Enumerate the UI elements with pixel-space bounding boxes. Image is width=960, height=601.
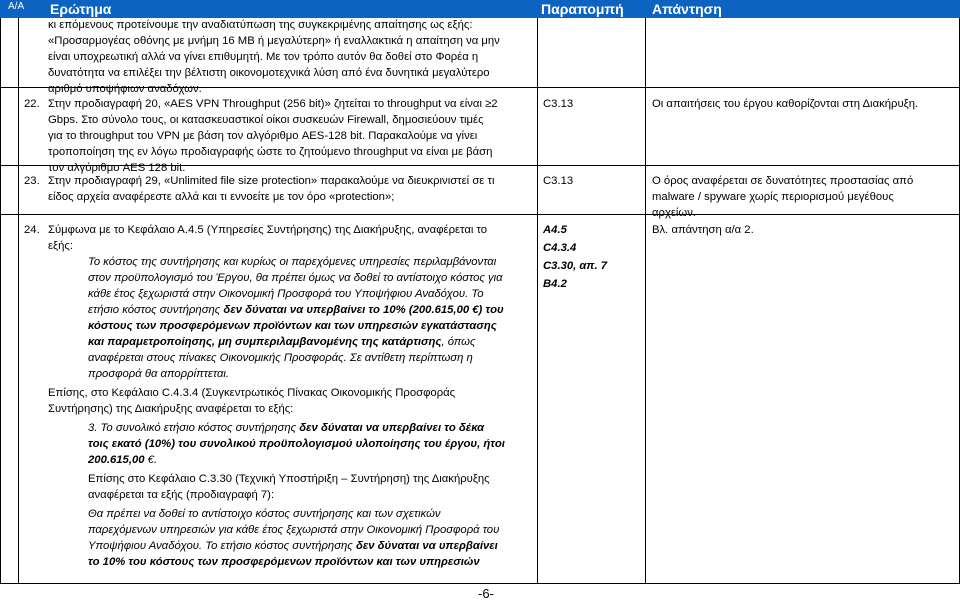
answer-text: αρχείων. (652, 207, 697, 219)
question-text: κι επόμενους προτείνουμε την αναδιατύπωση της συγκεκριμένης απαίτησης ως εξής: (48, 19, 473, 31)
reference-text: C3.13 (543, 175, 574, 187)
answer-text: Βλ. απάντηση α/α 2. (652, 224, 754, 236)
row-number: 24. (24, 224, 40, 236)
column-divider (18, 18, 19, 583)
question-text: Επίσης στο Κεφάλαιο C.3.30 (Τεχνική Υποστήριξη – Συντήρηση) της Διακήρυξης (88, 473, 490, 485)
answer-text: Οι απαιτήσεις του έργου καθορίζονται στη Διακήρυξη. (652, 98, 919, 110)
question-text: είναι υποχρεωτική αλλά να γίνει επιθυμητή. Με τον τρόπο αυτόν θα δοθεί στο Φορέα η (48, 51, 479, 63)
quote-text: κάθε έτος ξεχωριστά στην Οικονομική Προσφορά του Υποψήφιου Αναδόχου. Το (88, 288, 484, 300)
quote-text: κόστους των προσφερόμενων προϊόντων και των υπηρεσιών εγκατάστασης (88, 320, 497, 332)
answer-text: Ο όρος αναφέρεται σε δυνατότητες προστασίας από (652, 175, 914, 187)
reference-text: C4.3.4 (543, 242, 577, 254)
question-text: «Προσαρμογέας οθόνης με μνήμη 16 MB ή μεγαλύτερη» ή εναλλακτικά η απαίτηση να μην (48, 35, 500, 47)
column-divider (645, 18, 646, 583)
quote-text: αναφέρεται στους πίνακες Οικονομικής Προσφοράς. Σε αντίθετη περίπτωση η (88, 352, 473, 364)
quote-text: προσφορά θα απορρίπτεται. (88, 368, 230, 380)
answer-text: malware / spyware χωρίς περιορισμού μεγέθους (652, 191, 894, 203)
reference-text: A4.5 (543, 224, 567, 236)
question-text: Σύμφωνα με το Κεφάλαιο Α.4.5 (Υπηρεσίες Συντήρησης) της Διακήρυξης, αναφέρεται το (48, 224, 488, 236)
question-text: για το throughput του VPN με βάση τον αλγόριθμο AES-128 bit. Παρακαλούμε να γίνει (48, 130, 478, 142)
header-aa: Α/Α (8, 1, 25, 12)
question-text: τον αλγόριθμο AES 128 bit. (48, 162, 186, 174)
page-number: -6- (478, 586, 494, 601)
row-number: 23. (24, 175, 40, 187)
row-number: 22. (24, 98, 40, 110)
quote-text: το 10% του κόστους των προσφερόμενων προϊόντων και των υπηρεσιών (88, 556, 480, 568)
question-text: Στην προδιαγραφή 29, «Unlimited file size protection» παρακαλούμε να διευκρινιστεί σε τι (48, 175, 495, 187)
header-answer: Απάντηση (652, 1, 722, 17)
header-question: Ερώτημα (50, 1, 112, 17)
quote-text: Το κόστος της συντήρησης και κυρίως οι παρεχόμενες υπηρεσίες περιλαμβάνονται (88, 256, 497, 268)
quote-text: και παραμετροποίησης, μη συμπεριλαμβανομένης της κατάρτισης, όπως (88, 336, 476, 348)
quote-text: ετήσιο κόστος συντήρησης δεν δύναται να υπερβαίνει το 10% (200.615,00 €) του (88, 304, 504, 316)
question-text: είδος αρχεία αναφέρεστε αλλά και τι εννοείτε με τον όρο «protection»; (48, 191, 395, 203)
quote-text: 3. Το συνολικό ετήσιο κόστος συντήρησης δεν δύναται να υπερβαίνει το δέκα (88, 422, 485, 434)
header-reference: Παραπομπή (541, 1, 624, 17)
quote-text: Θα πρέπει να δοθεί το αντίστοιχο κόστος συντήρησης και των σχετικών (88, 508, 441, 520)
question-text: Gbps. Στο σύνολο τους, οι κατασκευαστικοί οίκοι συσκευών Firewall, δημοσιεύουν τιμές (48, 114, 484, 126)
reference-text: C3.13 (543, 98, 574, 110)
row-divider (0, 214, 960, 215)
reference-text: B4.2 (543, 278, 567, 290)
question-text: αριθμό υποψήφιων αναδόχων. (48, 83, 202, 95)
question-text: Συντήρησης) της Διακήρυξης αναφέρεται το εξής: (48, 403, 294, 415)
quote-text: Υποψήφιου Αναδόχου. Το ετήσιο κόστος συντήρησης δεν δύναται να υπερβαίνει (88, 540, 498, 552)
row-divider (0, 583, 960, 584)
quote-text: παρεχόμενων υπηρεσιών για κάθε έτος ξεχωριστά στην Οικονομική Προσφορά του (88, 524, 500, 536)
question-text: αναφέρεται τα εξής (προδιαγραφή 7): (88, 489, 275, 501)
question-text: Στην προδιαγραφή 20, «AES VPN Throughput (256 bit)» ζητείται το throughput να είναι ≥2 (48, 98, 498, 110)
question-text: τροποποίηση της εν λόγω προδιαγραφής ώστε το ζητούμενο throughput να είναι με βάση (48, 146, 493, 158)
column-divider (537, 18, 538, 583)
table-header (0, 0, 960, 18)
question-text: εξής: (48, 240, 73, 252)
quote-text: 200.615,00 €. (88, 454, 158, 466)
question-text: δυνατότητα να επιλέξει την βέλτιστη οικονομοτεχνικά λύση από ένα δυνητικά μεγαλύτερο (48, 67, 490, 79)
reference-text: C3.30, απ. 7 (543, 260, 608, 272)
quote-text: στον προϋπολογισμό του Έργου, θα πρέπει όμως να δοθεί το αντίστοιχο κόστος για (88, 272, 503, 284)
quote-text: τοις εκατό (10%) του συνολικού προϋπολογισμού υλοποίησης του έργου, ήτοι (88, 438, 505, 450)
question-text: Επίσης, στο Κεφάλαιο C.4.3.4 (Συγκεντρωτικός Πίνακας Οικονομικής Προσφοράς (48, 387, 456, 399)
column-divider (0, 18, 1, 583)
